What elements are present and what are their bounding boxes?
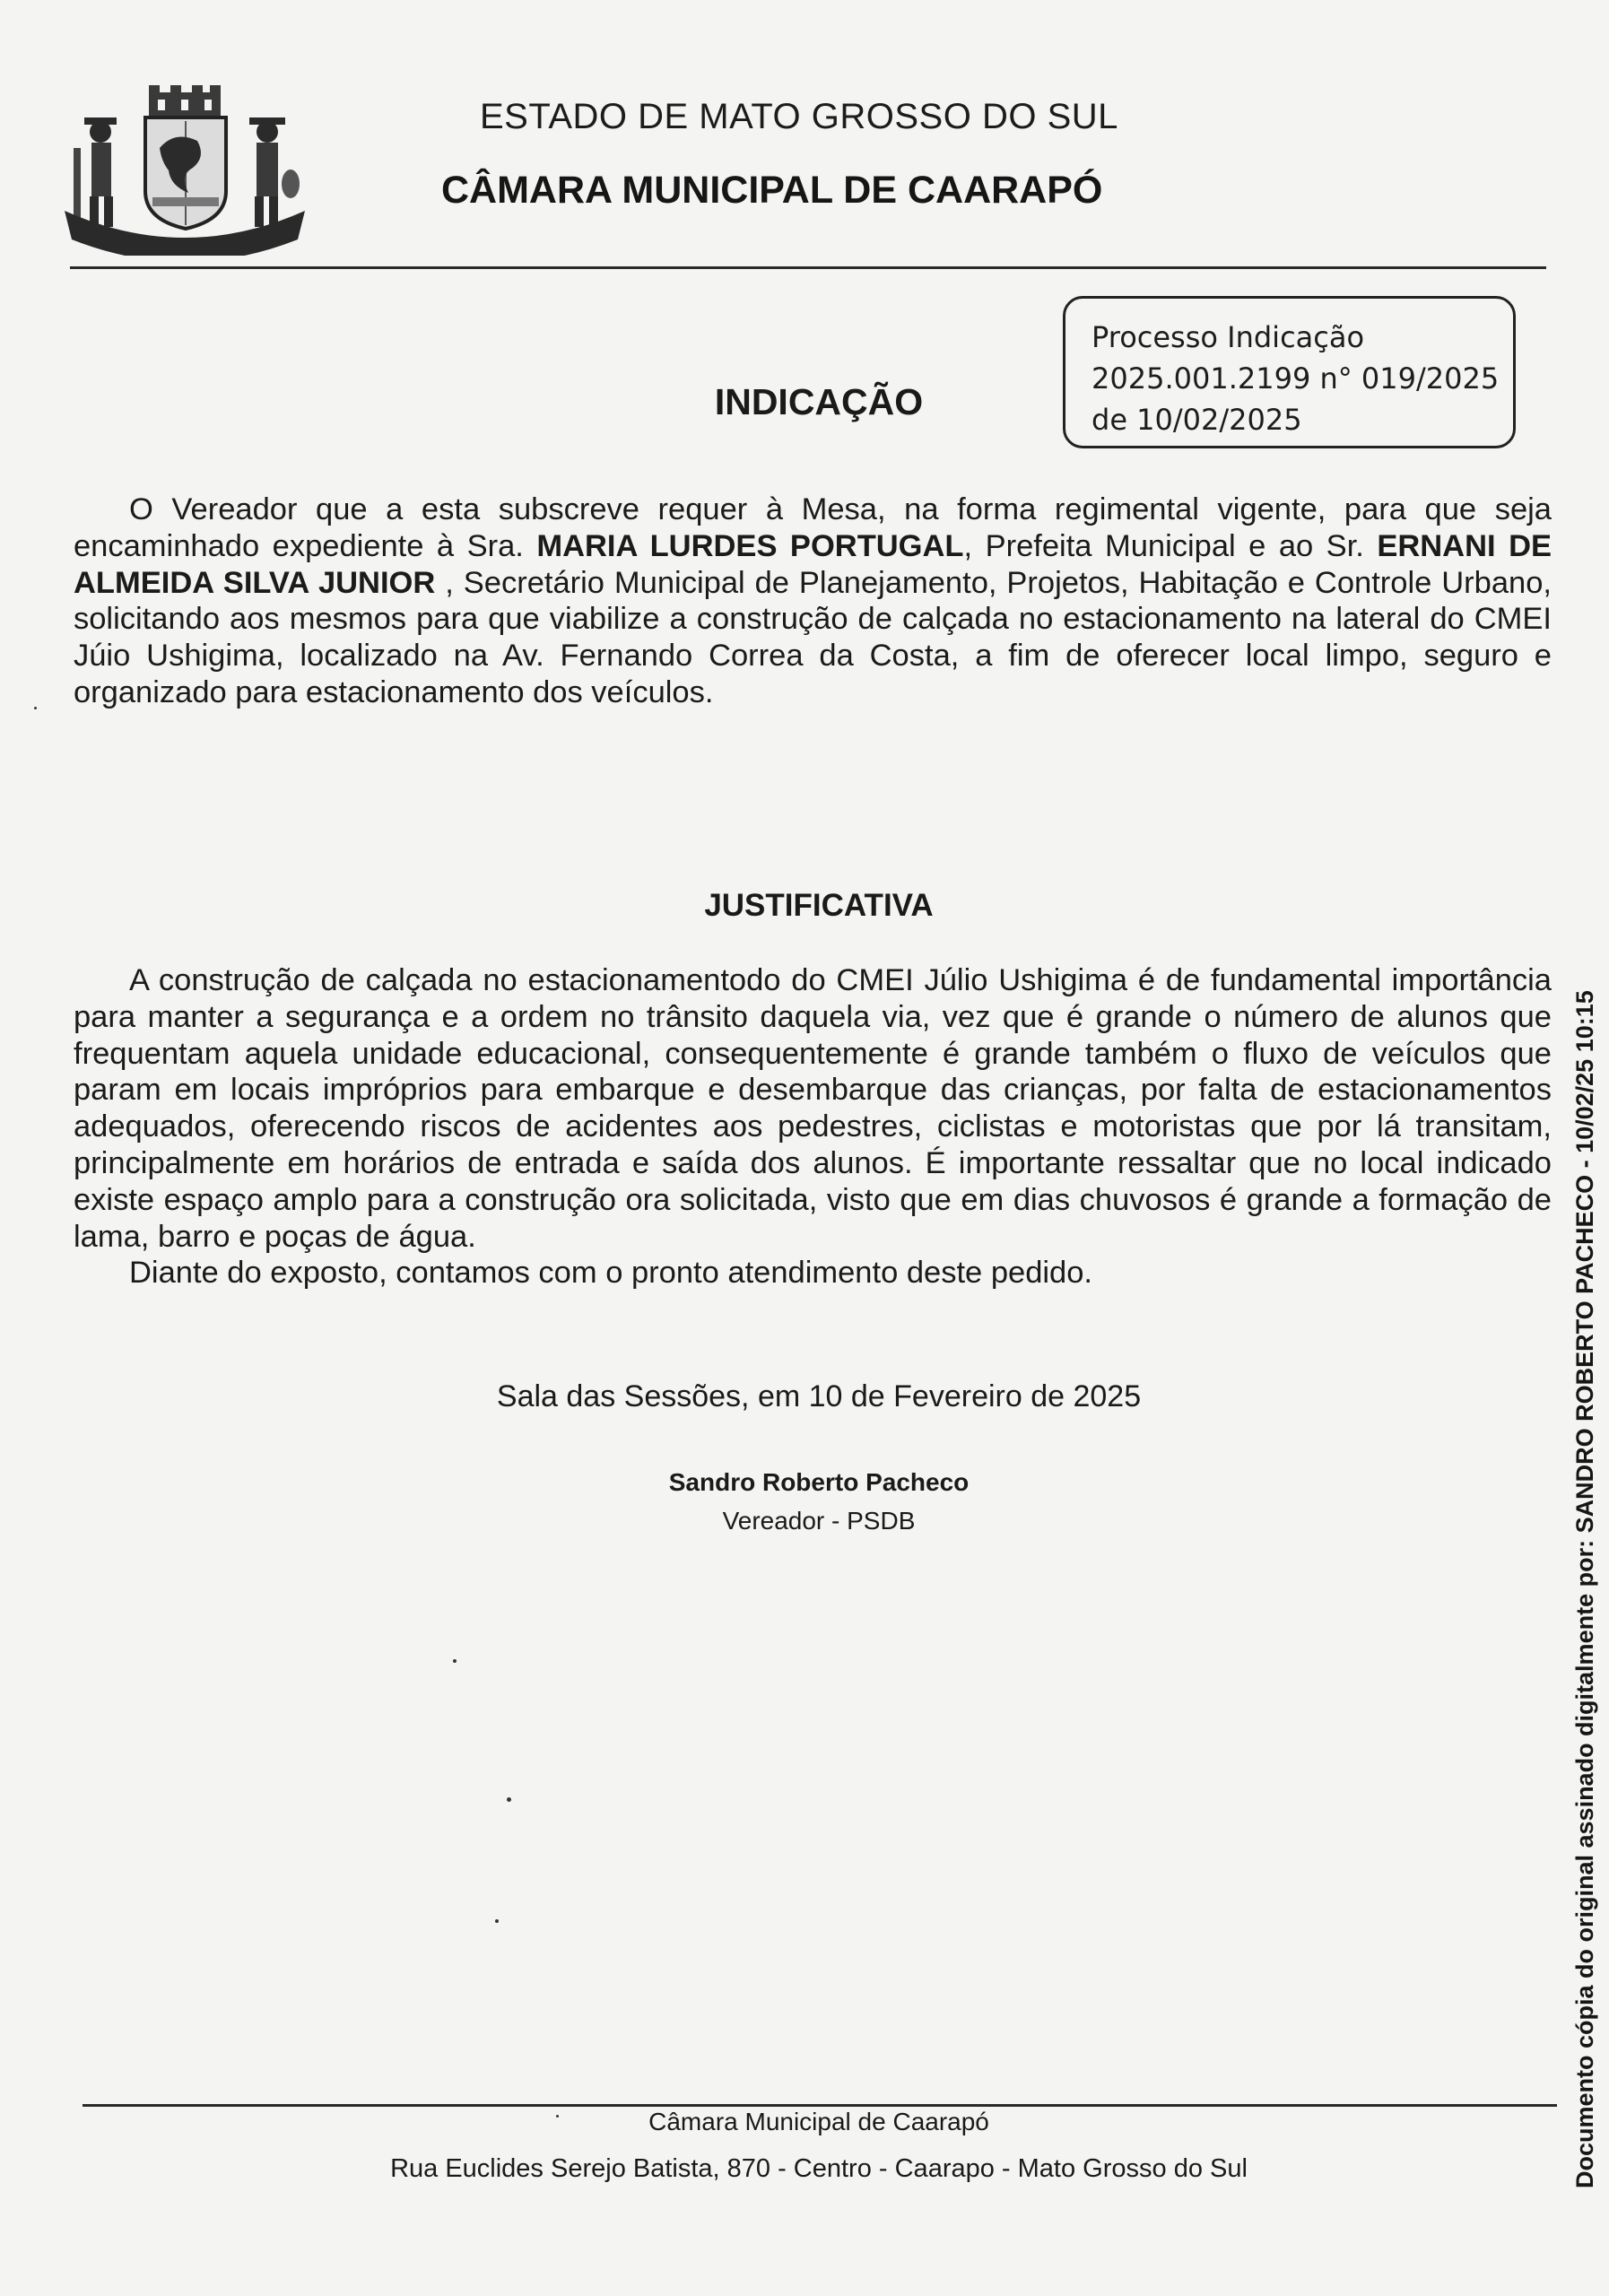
addressee-mayor: MARIA LURDES PORTUGAL (536, 528, 964, 563)
indicacao-title: INDICAÇÃO (714, 381, 924, 422)
scan-speck (453, 1659, 457, 1663)
header-divider (70, 266, 1546, 269)
signer-name: Sandro Roberto Pacheco (668, 1468, 970, 1496)
justificativa-paragraph-1: A construção de calçada no estacionamentodo do CMEI Júlio Ushigima é de fundamental importância para manter a segurança e a ordem no trânsito daquela via, vez que é grande o número de alunos que frequentam aquela unidade educacional, consequentemente é grande também o fluxo de veículos que param em locais impróprios para embarque e desembarque das crianças, por falta de estacionamentos adequados, oferecendo riscos de acidentes aos pedestres, ciclistas e motoristas que por lá transitam, principalmente em horários de entrada e saída dos alunos. É importante ressaltar que no local indicado existe espaço amplo para a construção ora solicitada, visto que em dias chuvosos é grande a formação de lama, barro e poças de água. (74, 963, 1552, 1254)
footer-divider (83, 2104, 1557, 2107)
justificativa-body (74, 962, 1552, 1292)
footer-address: Rua Euclides Serejo Batista, 870 - Centro - Caarapo - Mato Grosso do Sul (390, 2154, 1248, 2183)
header-chamber: CÂMARA MUNICIPAL DE CAARAPÓ (441, 169, 1103, 212)
scan-speck (34, 707, 37, 709)
justificativa-title: JUSTIFICATIVA (704, 888, 934, 923)
footer-name: Câmara Municipal de Caarapó (648, 2108, 989, 2135)
process-box (1063, 296, 1516, 448)
process-line-3: de 10/02/2025 (1092, 403, 1302, 437)
municipal-crest-icon (63, 85, 307, 256)
indicacao-text-3: , Secretário Municipal de Planejamento, Projetos, Habitação e Controle Urbano, solicitando aos mesmos para que viabilize a construção de calçada no estacionamento na lateral do CMEI Júio Ushigima, localizado na Av. Fernando Correa da Costa, a fim de oferecer local limpo, seguro e organizado para estacionamento dos veículos. (74, 565, 1552, 709)
digital-signature-stamp: Documento cópia do original assinado digitalmente por: SANDRO ROBERTO PACHECO - 10/02/25 10:15 (1571, 990, 1598, 2188)
process-line-2: 2025.001.2199 n° 019/2025 (1092, 361, 1500, 396)
indicacao-paragraph (74, 491, 1552, 711)
header-state: ESTADO DE MATO GROSSO DO SUL (480, 97, 1118, 136)
addressee-secretary: ERNANI DE ALMEIDA SILVA JUNIOR (74, 528, 1552, 600)
scan-speck (495, 1919, 499, 1923)
signer-role: Vereador - PSDB (722, 1507, 916, 1535)
justificativa-paragraph-2: Diante do exposto, contamos com o pronto atendimento deste pedido. (129, 1256, 1093, 1291)
scan-speck (556, 2115, 559, 2118)
scan-speck (507, 1797, 511, 1802)
indicacao-text-2: , Prefeita Municipal e ao Sr. (963, 528, 1378, 563)
place-date: Sala das Sessões, em 10 de Fevereiro de 2025 (496, 1379, 1142, 1413)
process-line-1: Processo Indicação (1092, 320, 1365, 354)
indicacao-text-1: O Vereador que a esta subscreve requer à Mesa, na forma regimental vigente, para que seja encaminhado expediente à Sra. (74, 492, 1552, 563)
